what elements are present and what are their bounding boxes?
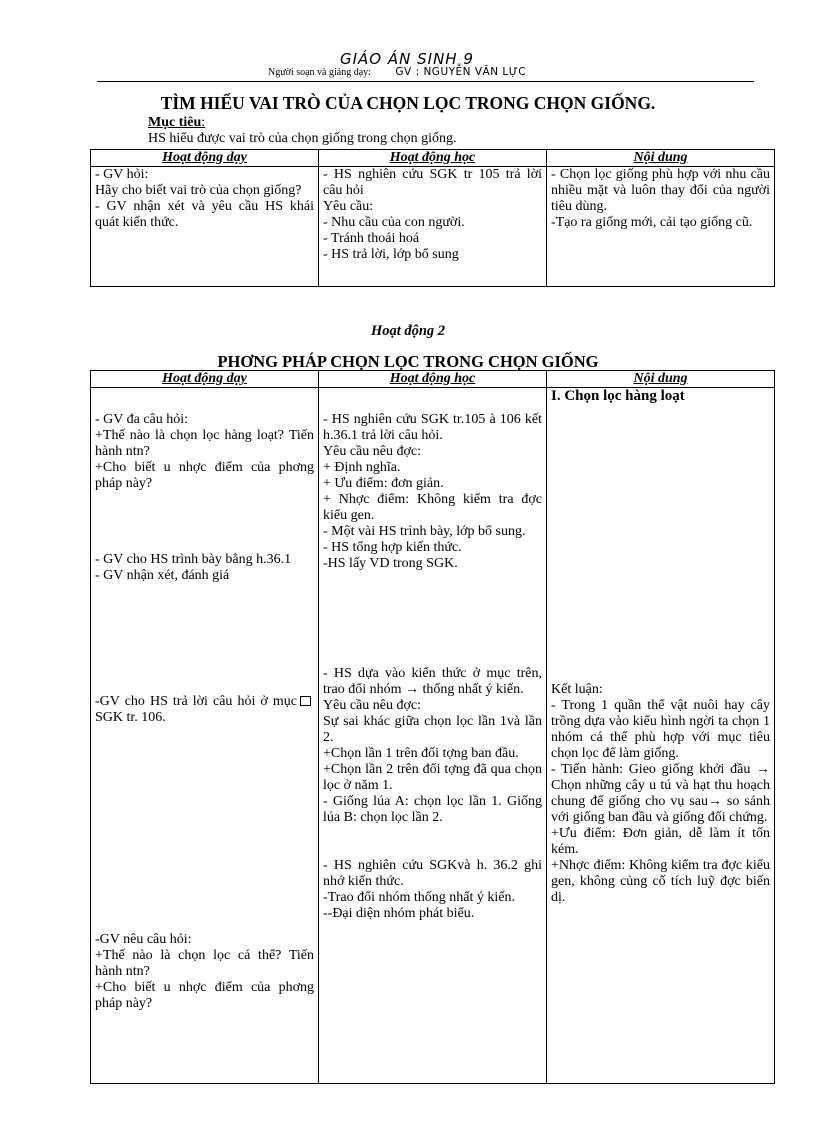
cell-line: - HS nghiên cứu SGK tr.105 à 106 kết h.36.1 trả lời câu hỏi.: [323, 412, 542, 443]
cell-line: - HS tổng hợp kiến thức.: [323, 540, 462, 555]
cell-line: - Tránh thoái hoá: [323, 231, 420, 246]
header-teaching: Hoạt động dạy: [91, 371, 319, 388]
cell-line: - HS nghiên cứu SGKvà h. 36.2 ghi nhớ kiến thức.: [323, 858, 542, 889]
footer-rule: [97, 1083, 737, 1084]
content-cell: [547, 388, 775, 1084]
cell-line: +Thế nào là chọn lọc cá thể? Tiến hành ntn?: [95, 948, 314, 979]
objective-label: Mục tiêu:: [148, 115, 206, 130]
cell-line: + Ưu điểm: đơn giản.: [323, 476, 444, 491]
cell-line: -GV nêu câu hỏi:: [95, 932, 192, 947]
content-cell: [547, 167, 775, 287]
cell-line: Sự sai khác giữa chọn lọc lần 1và lần 2.: [323, 714, 542, 745]
section1-title: TÌM HIỂU VAI TRÒ CỦA CHỌN LỌC TRONG CHỌN GIỐNG.: [160, 93, 656, 113]
cell-line: +Thế nào là chọn lọc hàng loạt? Tiến hành ntn?: [95, 428, 314, 459]
content-heading: I. Chọn lọc hàng loạt: [551, 388, 685, 404]
header-learning: Hoạt động học: [319, 150, 547, 167]
cell-line: - HS dựa vào kiến thức ở mục trên, trao đổi nhóm → thống nhất ý kiến.: [323, 666, 542, 697]
cell-line: - GV đa câu hỏi:: [95, 412, 189, 427]
author-label: Người soạn và giảng dạy:: [268, 67, 371, 78]
learning-cell: [319, 388, 547, 1084]
learning-cell: [319, 167, 547, 287]
header-learning: Hoạt động học: [319, 371, 547, 388]
objective-text: HS hiểu được vai trò của chọn giống trong chọn giống.: [148, 131, 457, 146]
header-title: GIÁO ÁN SINH 9: [340, 50, 474, 68]
cell-line: - HS trả lời, lớp bổ sung: [323, 247, 459, 262]
cell-line: Hãy cho biết vai trò của chọn giống?: [95, 183, 302, 198]
activity2-table: [90, 370, 775, 1084]
cell-line: -HS lấy VD trong SGK.: [323, 556, 458, 571]
cell-line: + Định nghĩa.: [323, 460, 401, 475]
cell-line: + Nhợc điểm: Không kiểm tra đợc kiểu gen.: [323, 492, 542, 523]
cell-line: - Nhu cầu của con người.: [323, 215, 465, 230]
header-author: [268, 66, 526, 78]
cell-line: - GV nhận xét, đánh giá: [95, 568, 230, 583]
header-content: Nội dung: [547, 150, 775, 167]
cell-line: +Cho biết u nhợc điểm của phơng pháp này?: [95, 460, 314, 491]
activity2-label: Hoạt động 2: [370, 323, 446, 339]
table-header-row: [91, 150, 775, 167]
header-content: Nội dung: [547, 371, 775, 388]
cell-line: - GV hỏi:: [95, 167, 149, 182]
cell-line: +Ưu điểm: Đơn giản, dễ làm ít tốn kém.: [551, 826, 770, 857]
square-icon: [300, 696, 311, 706]
cell-line: - Tiến hành: Gieo giống khởi đầu → Chọn những cây u tú và hạt thu hoạch chung để giống cho vụ sau→ so sánh với giống ban đầu và giống đối chứng.: [551, 762, 770, 825]
author-name: GV : NGUYỄN VĂN LỰC: [395, 66, 527, 78]
cell-line: - Trong 1 quần thể vật nuôi hay cây trồng dựa vào kiểu hình ngời ta chọn 1 nhóm cá thể phù hợp với mục tiêu chọn lọc để làm giống.: [551, 698, 770, 761]
cell-line: Yêu cầu:: [323, 199, 374, 214]
header-rule: [97, 81, 754, 82]
cell-line: - HS nghiên cứu SGK tr 105 trả lời câu hỏi: [323, 167, 542, 198]
cell-line: - Một vài HS trình bày, lớp bổ sung.: [323, 524, 526, 539]
cell-line: - GV nhận xét và yêu cầu HS khái quát kiến thức.: [95, 199, 314, 230]
cell-line: +Cho biết u nhợc điểm của phơng pháp này?: [95, 980, 314, 1011]
section2-title: PHƠNG PHÁP CHỌN LỌC TRONG CHỌN GIỐNG: [217, 352, 599, 371]
cell-line: +Chọn lần 1 trên đối tợng ban đầu.: [323, 746, 519, 761]
teaching-cell: [91, 167, 319, 287]
teaching-cell: [91, 388, 319, 1084]
cell-line: - GV cho HS trình bày bằng h.36.1: [95, 552, 292, 567]
cell-line: -Trao đổi nhóm thống nhất ý kiến.: [323, 890, 515, 905]
cell-line: -GV cho HS trả lời câu hỏi ở mụcSGK tr. 106.: [95, 694, 314, 726]
cell-line: +Nhợc điểm: Không kiểm tra đợc kiểu gen, không củng cố tích luỹ đợc biến dị.: [551, 858, 770, 905]
cell-line: --Đại diện nhóm phát biểu.: [323, 906, 475, 921]
table-header-row: [91, 371, 775, 388]
table-row: [91, 388, 775, 1084]
header-teaching: Hoạt động dạy: [91, 150, 319, 167]
table-row: [91, 167, 775, 287]
activity1-table: [90, 149, 775, 287]
cell-line: - Chọn lọc giống phù hợp với nhu cầu nhiều mặt và luôn thay đổi của người tiêu dùng.: [551, 167, 770, 214]
cell-line: Yêu cầu nêu đợc:: [323, 444, 421, 459]
cell-line: +Chọn lần 2 trên đối tợng đã qua chọn lọc ở năm 1.: [323, 762, 542, 793]
cell-line: Kết luận:: [551, 682, 603, 697]
cell-line: - Giống lúa A: chọn lọc lần 1. Giống lúa B: chọn lọc lần 2.: [323, 794, 542, 825]
cell-line: Yêu cầu nêu đợc:: [323, 698, 421, 713]
cell-line: -Tạo ra giống mới, cải tạo giống cũ.: [551, 215, 753, 230]
